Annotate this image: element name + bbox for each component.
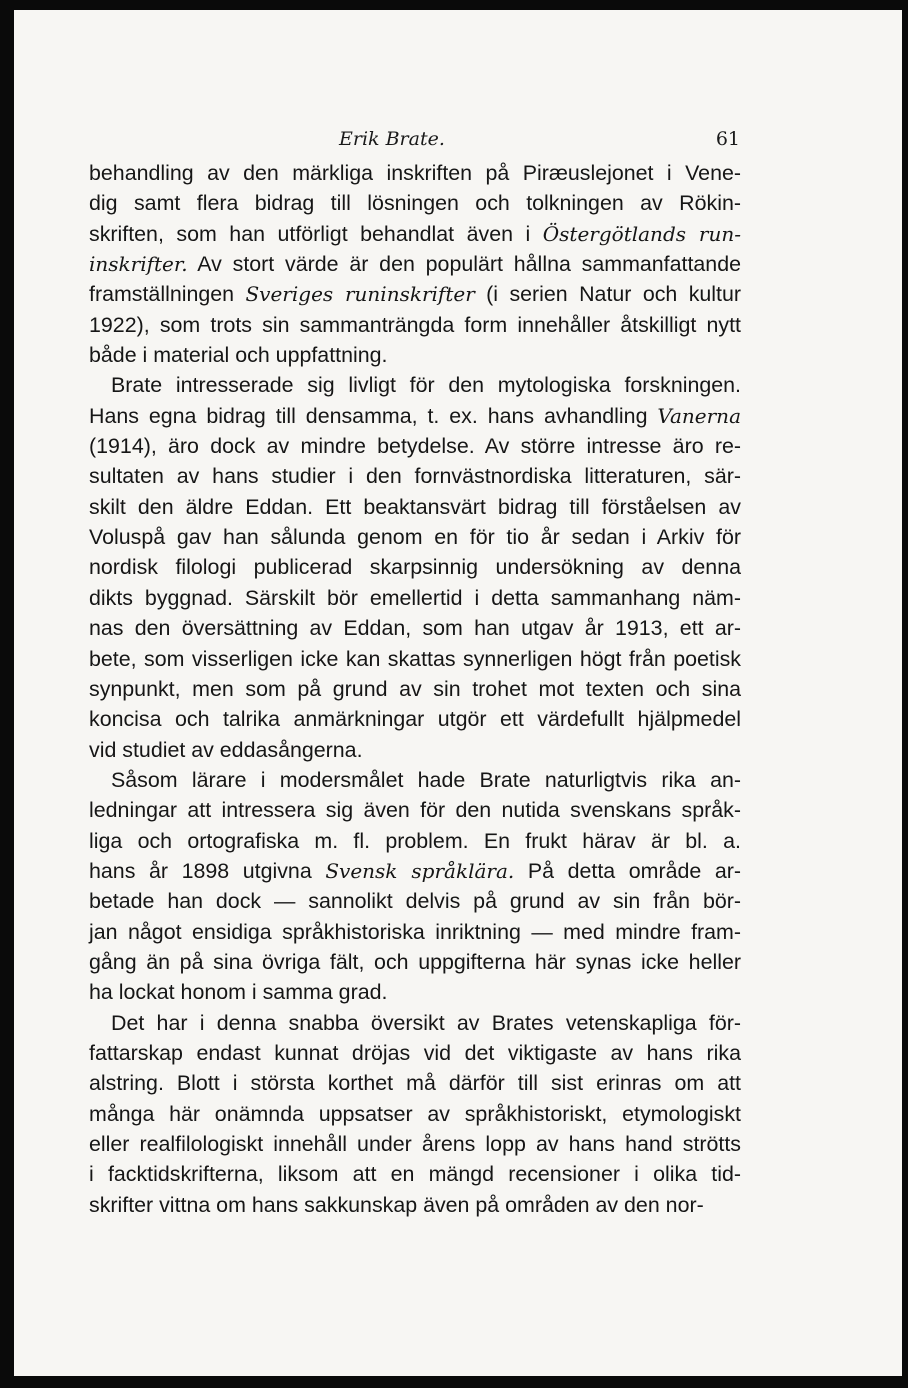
text-segment: många här onämnda uppsatser av språkhistoriskt, etymologiskt <box>89 1101 741 1126</box>
text-segment: dikts byggnad. Särskilt bör emellertid i detta sammanhang näm- <box>89 585 741 610</box>
text-line <box>89 765 741 795</box>
text-line <box>89 552 741 582</box>
italic-title: Vanerna <box>657 403 741 428</box>
text-line <box>89 401 741 431</box>
text-segment: behandling av den märkliga inskriften på Piræuslejonet i Vene- <box>89 161 741 185</box>
text-segment: både i material och uppfattning. <box>89 343 388 368</box>
text-line <box>89 583 741 613</box>
text-segment: ha lockat honom i samma grad. <box>89 980 388 1005</box>
text-segment: Voluspå gav han sålunda genom en för tio år sedan i Arkiv för <box>89 525 741 550</box>
text-line <box>89 310 741 340</box>
text-line <box>89 522 741 552</box>
text-line <box>89 370 741 400</box>
text-segment: skilt den äldre Eddan. Ett beaktansvärt bidrag till förståelsen av <box>89 494 741 519</box>
text-segment: nas den översättning av Eddan, som han utgav år 1913, ett ar- <box>89 616 741 641</box>
text-line <box>89 917 741 947</box>
text-line <box>89 947 741 977</box>
text-line <box>89 856 741 886</box>
text-segment: (i serien Natur och kultur <box>474 282 742 307</box>
text-line <box>89 977 741 1007</box>
text-line <box>89 219 741 249</box>
text-line <box>89 461 741 491</box>
text-segment: fattarskap endast kunnat dröjas vid det viktigaste av hans rika <box>89 1040 741 1065</box>
text-line <box>89 431 741 461</box>
text-line <box>89 826 741 856</box>
text-segment: skrifter vittna om hans sakkunskap även på områden av den nor- <box>89 1192 704 1217</box>
text-segment: hans år 1898 utgivna <box>89 858 326 883</box>
text-segment: vid studiet av eddasångerna. <box>89 737 363 762</box>
text-line <box>89 340 741 370</box>
italic-title: Östergötlands run- <box>542 221 742 246</box>
text-segment: liga och ortografiska m. fl. problem. En frukt härav är bl. a. <box>89 828 741 853</box>
text-segment: skriften, som han utförligt behandlat även i <box>89 221 543 246</box>
text-segment: betade han dock — sannolikt delvis på grund av sin från bör- <box>89 889 741 914</box>
italic-title: Sveriges runinskrifter <box>245 282 475 307</box>
text-line <box>89 795 741 825</box>
text-line <box>89 1190 741 1220</box>
text-segment: gång än på sina övriga fält, och uppgifterna här synas icke heller <box>89 949 741 974</box>
text-line <box>89 644 741 674</box>
text-line <box>89 674 741 704</box>
text-line <box>89 1068 741 1098</box>
text-segment: koncisa och talrika anmärkningar utgör ett värdefullt hjälpmedel <box>89 707 741 732</box>
text-segment: dig samt flera bidrag till lösningen och tolkningen av Rökin- <box>89 191 741 216</box>
running-head: Erik Brate. <box>339 128 445 150</box>
italic-title: Svensk språklära. <box>325 858 515 883</box>
text-line <box>89 704 741 734</box>
text-line <box>89 1099 741 1129</box>
book-page <box>14 10 902 1376</box>
text-line <box>89 492 741 522</box>
text-line <box>89 1008 741 1038</box>
text-segment: i facktidskrifterna, liksom att en mängd recensioner i olika tid- <box>89 1162 741 1187</box>
text-segment: På detta område ar- <box>514 858 741 883</box>
text-line <box>89 279 741 309</box>
text-segment: sultaten av hans studier i den fornvästnordiska litteraturen, sär- <box>89 464 741 489</box>
text-segment: alstring. Blott i största korthet må därför till sist erinras om att <box>89 1071 741 1096</box>
text-segment: Brate intresserade sig livligt för den mytologiska forskningen. <box>111 373 741 398</box>
text-line <box>89 886 741 916</box>
text-line <box>89 1038 741 1068</box>
text-segment: bete, som visserligen icke kan skattas synnerligen högt från poetisk <box>89 646 741 671</box>
text-line <box>89 1159 741 1189</box>
italic-title: inskrifter. <box>89 252 188 277</box>
text-segment: 1922), som trots sin sammanträngda form innehåller åtskilligt nytt <box>89 312 741 337</box>
text-segment: synpunkt, men som på grund av sin trohet mot texten och sina <box>89 676 741 701</box>
text-line <box>89 613 741 643</box>
text-segment: jan något ensidiga språkhistoriska inriktning — med mindre fram- <box>89 919 741 944</box>
text-segment: (1914), äro dock av mindre betydelse. Av större intresse äro re- <box>89 434 741 459</box>
page-header <box>14 126 902 156</box>
text-segment: nordisk filologi publicerad skarpsinnig undersökning av denna <box>89 555 741 580</box>
text-segment: ledningar att intressera sig även för den nutida svenskans språk- <box>89 798 741 823</box>
text-segment: Det har i denna snabba översikt av Brates vetenskapliga för- <box>111 1010 741 1035</box>
text-segment: framställningen <box>89 282 246 307</box>
page-number: 61 <box>715 128 740 150</box>
text-line <box>89 188 741 218</box>
text-segment: Hans egna bidrag till densamma, t. ex. hans avhandling <box>89 403 658 428</box>
body-text <box>89 158 741 1220</box>
text-segment: Av stort värde är den populärt hållna sammanfattande <box>187 252 741 277</box>
text-segment: eller realfilologiskt innehåll under årens lopp av hans hand strötts <box>89 1132 741 1156</box>
text-line <box>89 158 741 188</box>
text-line <box>89 1129 741 1159</box>
text-segment: Såsom lärare i modersmålet hade Brate naturligtvis rika an- <box>111 767 741 792</box>
text-line <box>89 735 741 765</box>
text-line <box>89 249 741 279</box>
